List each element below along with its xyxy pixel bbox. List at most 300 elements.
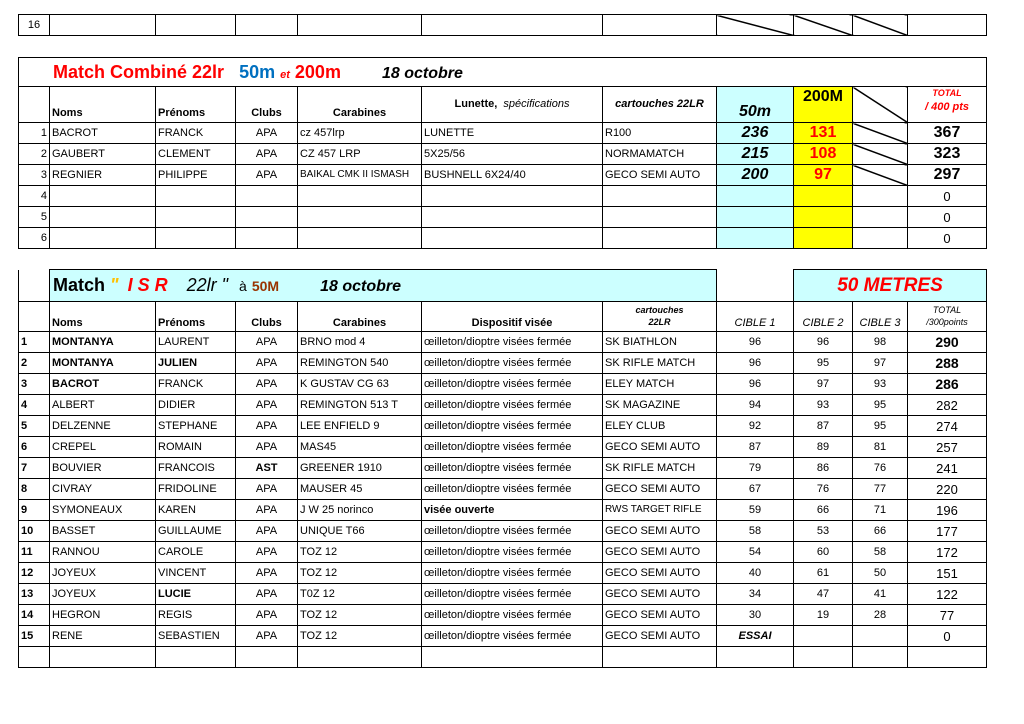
cell-cible2: 95 — [794, 353, 853, 374]
table-row — [19, 500, 987, 521]
cell-total: 196 — [908, 500, 987, 521]
cell-cible2: 89 — [794, 437, 853, 458]
isr-title-isr: I S R — [127, 275, 168, 295]
cell-club: APA — [236, 123, 298, 144]
cell-nom — [50, 186, 156, 207]
cell-score-200m: 131 — [794, 123, 853, 144]
row-number: 12 — [19, 563, 50, 584]
diagonal-cell — [853, 15, 908, 36]
table-row — [19, 207, 987, 228]
cell-total: 286 — [908, 374, 987, 395]
cell-cible1 — [717, 647, 794, 668]
cell-total: 297 — [908, 165, 987, 186]
cell-prenom: VINCENT — [156, 563, 236, 584]
cell-total: 323 — [908, 144, 987, 165]
isr-title-a: à — [239, 278, 247, 294]
row-number: 7 — [19, 458, 50, 479]
cell-cible2: 19 — [794, 605, 853, 626]
cell-dispositif: œilleton/dioptre visées fermée — [422, 626, 603, 647]
diagonal-cell — [794, 15, 853, 36]
cell-club: APA — [236, 374, 298, 395]
combine-body — [19, 123, 987, 249]
row-number: 13 — [19, 584, 50, 605]
table-row — [19, 395, 987, 416]
table-row — [19, 165, 987, 186]
cell-cible2: 97 — [794, 374, 853, 395]
cell-prenom: DIDIER — [156, 395, 236, 416]
row-number: 4 — [19, 186, 50, 207]
cell-score-50m — [717, 228, 794, 249]
header-prenoms: Prénoms — [156, 87, 236, 123]
cell-carabine: LEE ENFIELD 9 — [298, 416, 422, 437]
cell-carabine: TOZ 12 — [298, 563, 422, 584]
cell-dispositif: œilleton/dioptre visées fermée — [422, 458, 603, 479]
cell-club: APA — [236, 584, 298, 605]
cell-nom: MONTANYA — [50, 332, 156, 353]
row-number: 9 — [19, 500, 50, 521]
header-total-2: /300points — [926, 317, 968, 327]
isr-title-match: Match — [53, 275, 106, 295]
cell-cible3: 28 — [853, 605, 908, 626]
header-cartouches-2: 22LR — [648, 317, 671, 327]
row-number: 1 — [19, 332, 50, 353]
header-total-label: TOTAL — [932, 88, 962, 98]
cell-cible1: 30 — [717, 605, 794, 626]
cell-carabine — [298, 228, 422, 249]
row-number: 11 — [19, 542, 50, 563]
cell-carabine: T0Z 12 — [298, 584, 422, 605]
cell-prenom: GUILLAUME — [156, 521, 236, 542]
cell-cible1: 79 — [717, 458, 794, 479]
cell-cible2: 87 — [794, 416, 853, 437]
row-number: 5 — [19, 207, 50, 228]
cell-prenom — [156, 207, 236, 228]
diagonal-cell — [717, 15, 794, 36]
cell-club: APA — [236, 626, 298, 647]
cell-cible2 — [794, 647, 853, 668]
cell-cible3: 76 — [853, 458, 908, 479]
cell-cible1: 34 — [717, 584, 794, 605]
cell-cible3: 50 — [853, 563, 908, 584]
cell-cartouches: GECO SEMI AUTO — [603, 165, 717, 186]
cell-carabine: MAS45 — [298, 437, 422, 458]
cell-cible2: 86 — [794, 458, 853, 479]
cell-total: 172 — [908, 542, 987, 563]
header-carabines: Carabines — [298, 87, 422, 123]
combine-title-200m: 200m — [294, 61, 341, 82]
isr-table — [18, 269, 987, 668]
cell-dispositif: œilleton/dioptre visées fermée — [422, 542, 603, 563]
cell-total: 282 — [908, 395, 987, 416]
cell-cartouches — [603, 207, 717, 228]
table-row — [19, 437, 987, 458]
cell-cartouches: GECO SEMI AUTO — [603, 605, 717, 626]
cell-carabine: MAUSER 45 — [298, 479, 422, 500]
cell-carabine: TOZ 12 — [298, 626, 422, 647]
cell-cible3: 98 — [853, 332, 908, 353]
cell-lunette — [422, 186, 603, 207]
row-number: 6 — [19, 228, 50, 249]
cell-nom — [50, 647, 156, 668]
cell-total: 241 — [908, 458, 987, 479]
cell-total: 177 — [908, 521, 987, 542]
cell-nom: REGNIER — [50, 165, 156, 186]
header-total — [908, 87, 987, 123]
combine-title-main: Match Combiné 22lr — [53, 61, 225, 82]
cell-score-50m — [717, 207, 794, 228]
cell-nom: JOYEUX — [50, 584, 156, 605]
cell-cible3: 81 — [853, 437, 908, 458]
cell-carabine: REMINGTON 513 T — [298, 395, 422, 416]
cell-cible1: 54 — [717, 542, 794, 563]
empty-cell — [236, 15, 298, 36]
cell-club: AST — [236, 458, 298, 479]
header-noms: Noms — [50, 302, 156, 332]
isr-title-quote: " — [110, 275, 119, 295]
cell-carabine: J W 25 norinco — [298, 500, 422, 521]
row-number: 4 — [19, 395, 50, 416]
header-prenoms: Prénoms — [156, 302, 236, 332]
cell-nom: MONTANYA — [50, 353, 156, 374]
cell-total: 288 — [908, 353, 987, 374]
cell-dispositif: visée ouverte — [422, 500, 603, 521]
cell-club — [236, 228, 298, 249]
cell-cible3 — [853, 647, 908, 668]
cell-cible3: 97 — [853, 353, 908, 374]
cell-dispositif — [422, 647, 603, 668]
diagonal-cell — [853, 123, 908, 144]
table-row — [19, 479, 987, 500]
cell-total: 367 — [908, 123, 987, 144]
cell-cible1: 87 — [717, 437, 794, 458]
cell-carabine — [298, 647, 422, 668]
row-number: 5 — [19, 416, 50, 437]
cell-carabine — [298, 207, 422, 228]
cell-cible3: 58 — [853, 542, 908, 563]
cell-nom: ALBERT — [50, 395, 156, 416]
cell-cartouches: SK MAGAZINE — [603, 395, 717, 416]
cell-total: 151 — [908, 563, 987, 584]
combine-title — [19, 58, 987, 87]
table-row — [19, 542, 987, 563]
row-number: 1 — [19, 123, 50, 144]
cell-carabine: TOZ 12 — [298, 605, 422, 626]
cell-dispositif: œilleton/dioptre visées fermée — [422, 332, 603, 353]
cell-club: APA — [236, 521, 298, 542]
combine-title-et: et — [280, 68, 290, 81]
cell-carabine: REMINGTON 540 — [298, 353, 422, 374]
cell-carabine: BRNO mod 4 — [298, 332, 422, 353]
row-number: 16 — [19, 15, 50, 36]
cell-cible1: 94 — [717, 395, 794, 416]
cell-lunette — [422, 207, 603, 228]
cell-carabine: cz 457lrp — [298, 123, 422, 144]
cell-carabine: TOZ 12 — [298, 542, 422, 563]
cell-club — [236, 207, 298, 228]
cell-dispositif: œilleton/dioptre visées fermée — [422, 395, 603, 416]
row-number — [19, 647, 50, 668]
table-row — [19, 563, 987, 584]
diagonal-cell — [853, 165, 908, 186]
cell-prenom: FRANCK — [156, 123, 236, 144]
cell-cartouches: SK BIATHLON — [603, 332, 717, 353]
cell-prenom — [156, 186, 236, 207]
cell-total: 77 — [908, 605, 987, 626]
cell-prenom: CAROLE — [156, 542, 236, 563]
isr-body — [19, 332, 987, 668]
combine-title-date: 18 octobre — [381, 64, 463, 82]
cell-nom: BASSET — [50, 521, 156, 542]
cell-total: 0 — [908, 626, 987, 647]
cell-carabine: UNIQUE T66 — [298, 521, 422, 542]
header-carabines: Carabines — [298, 302, 422, 332]
cell-prenom: SEBASTIEN — [156, 626, 236, 647]
cell-cible2 — [794, 626, 853, 647]
cell-total: 220 — [908, 479, 987, 500]
cell-cartouches: GECO SEMI AUTO — [603, 563, 717, 584]
cell-prenom: FRIDOLINE — [156, 479, 236, 500]
cell-prenom: FRANCOIS — [156, 458, 236, 479]
cell-cible3: 66 — [853, 521, 908, 542]
cell-nom: RENE — [50, 626, 156, 647]
cell-cible1: 96 — [717, 332, 794, 353]
cell-carabine: BAIKAL CMK II ISMASH — [298, 165, 422, 186]
cell-club: APA — [236, 542, 298, 563]
cell-nom: BOUVIER — [50, 458, 156, 479]
cell-prenom: CLEMENT — [156, 144, 236, 165]
row-number: 15 — [19, 626, 50, 647]
cell-total: 0 — [908, 207, 987, 228]
cell-nom: CREPEL — [50, 437, 156, 458]
cell-prenom: LAURENT — [156, 332, 236, 353]
cell-cartouches — [603, 647, 717, 668]
cell-nom — [50, 228, 156, 249]
cell-dispositif: œilleton/dioptre visées fermée — [422, 521, 603, 542]
cell-dispositif: œilleton/dioptre visées fermée — [422, 584, 603, 605]
isr-title-metres: 50 METRES — [794, 270, 987, 302]
cell-cible2: 93 — [794, 395, 853, 416]
row-number: 3 — [19, 165, 50, 186]
cell-club: APA — [236, 437, 298, 458]
cell-nom: HEGRON — [50, 605, 156, 626]
cell-score-200m: 108 — [794, 144, 853, 165]
table-row — [19, 123, 987, 144]
header-noms: Noms — [50, 87, 156, 123]
cell-carabine: CZ 457 LRP — [298, 144, 422, 165]
diagonal-cell — [853, 207, 908, 228]
isr-title-date: 18 octobre — [320, 278, 402, 295]
table-row — [19, 605, 987, 626]
cell-cible3: 93 — [853, 374, 908, 395]
cell-lunette: 5X25/56 — [422, 144, 603, 165]
empty-cell — [422, 15, 603, 36]
table-row — [19, 374, 987, 395]
cell-cible1: 96 — [717, 374, 794, 395]
cell-nom: BACROT — [50, 374, 156, 395]
table-row — [19, 416, 987, 437]
cell-cartouches: SK RIFLE MATCH — [603, 353, 717, 374]
cell-nom: DELZENNE — [50, 416, 156, 437]
cell-cartouches: GECO SEMI AUTO — [603, 584, 717, 605]
cell-nom: RANNOU — [50, 542, 156, 563]
cell-total: 274 — [908, 416, 987, 437]
empty-cell — [156, 15, 236, 36]
empty-cell — [298, 15, 422, 36]
cell-club: APA — [236, 332, 298, 353]
table-row — [19, 626, 987, 647]
table-row — [19, 144, 987, 165]
cell-cible3: 71 — [853, 500, 908, 521]
cell-score-50m — [717, 186, 794, 207]
cell-club: APA — [236, 605, 298, 626]
cell-prenom: ROMAIN — [156, 437, 236, 458]
cell-nom — [50, 207, 156, 228]
row-number: 6 — [19, 437, 50, 458]
cell-lunette: BUSHNELL 6X24/40 — [422, 165, 603, 186]
cell-club: APA — [236, 500, 298, 521]
cell-carabine: K GUSTAV CG 63 — [298, 374, 422, 395]
cell-nom: SYMONEAUX — [50, 500, 156, 521]
cell-score-50m: 236 — [717, 123, 794, 144]
cell-cible1: ESSAI — [717, 626, 794, 647]
cell-cible2: 60 — [794, 542, 853, 563]
row-number: 2 — [19, 144, 50, 165]
header-clubs: Clubs — [236, 87, 298, 123]
cell-club: APA — [236, 144, 298, 165]
cell-cartouches: RWS TARGET RIFLE — [603, 500, 717, 521]
cell-score-200m: 97 — [794, 165, 853, 186]
header-empty — [19, 302, 50, 332]
cell-total: 290 — [908, 332, 987, 353]
cell-cartouches: GECO SEMI AUTO — [603, 626, 717, 647]
cell-club: APA — [236, 165, 298, 186]
cell-cible2: 96 — [794, 332, 853, 353]
cell-nom: JOYEUX — [50, 563, 156, 584]
cell-cible3: 77 — [853, 479, 908, 500]
cell-club — [236, 647, 298, 668]
empty-cell — [603, 15, 717, 36]
cell-prenom: LUCIE — [156, 584, 236, 605]
cell-nom: BACROT — [50, 123, 156, 144]
cell-dispositif: œilleton/dioptre visées fermée — [422, 605, 603, 626]
row-number: 10 — [19, 521, 50, 542]
header-empty — [19, 87, 50, 123]
cell-cartouches — [603, 186, 717, 207]
cell-club: APA — [236, 395, 298, 416]
cell-prenom — [156, 228, 236, 249]
cell-dispositif: œilleton/dioptre visées fermée — [422, 353, 603, 374]
table-row — [19, 228, 987, 249]
table-row — [19, 584, 987, 605]
header-cartouches-1: cartouches — [635, 305, 684, 315]
cell-total: 0 — [908, 228, 987, 249]
header-dispositif: Dispositif visée — [422, 302, 603, 332]
table-row — [19, 332, 987, 353]
cell-prenom — [156, 647, 236, 668]
isr-title — [50, 270, 717, 302]
cell-cible1: 58 — [717, 521, 794, 542]
top-row-table — [18, 14, 987, 36]
cell-cartouches — [603, 228, 717, 249]
cell-cartouches: GECO SEMI AUTO — [603, 479, 717, 500]
cell-prenom: FRANCK — [156, 374, 236, 395]
isr-title-empty — [19, 270, 50, 302]
header-clubs: Clubs — [236, 302, 298, 332]
header-total — [908, 302, 987, 332]
cell-nom: CIVRAY — [50, 479, 156, 500]
cell-cible2: 47 — [794, 584, 853, 605]
header-lunette — [422, 87, 603, 123]
cell-cartouches: GECO SEMI AUTO — [603, 521, 717, 542]
isr-title-gap — [717, 270, 794, 302]
diagonal-cell — [853, 144, 908, 165]
table-row — [19, 186, 987, 207]
header-50m: 50m — [717, 87, 794, 123]
row-number: 8 — [19, 479, 50, 500]
cell-cible1: 59 — [717, 500, 794, 521]
cell-cartouches: ELEY CLUB — [603, 416, 717, 437]
cell-score-200m — [794, 228, 853, 249]
cell-dispositif: œilleton/dioptre visées fermée — [422, 416, 603, 437]
empty-cell — [908, 15, 987, 36]
cell-cible3: 95 — [853, 395, 908, 416]
cell-score-50m: 200 — [717, 165, 794, 186]
row-number: 14 — [19, 605, 50, 626]
isr-title-22lr: 22lr " — [186, 275, 229, 295]
table-row — [19, 521, 987, 542]
table-row — [19, 458, 987, 479]
cell-prenom: KAREN — [156, 500, 236, 521]
combine-table — [18, 57, 987, 249]
cell-cible2: 61 — [794, 563, 853, 584]
header-cible1: CIBLE 1 — [717, 302, 794, 332]
cell-dispositif: œilleton/dioptre visées fermée — [422, 437, 603, 458]
cell-club: APA — [236, 353, 298, 374]
cell-dispositif: œilleton/dioptre visées fermée — [422, 374, 603, 395]
cell-cible1: 40 — [717, 563, 794, 584]
cell-lunette — [422, 228, 603, 249]
empty-cell — [50, 15, 156, 36]
cell-dispositif: œilleton/dioptre visées fermée — [422, 563, 603, 584]
cell-cartouches: R100 — [603, 123, 717, 144]
cell-total — [908, 647, 987, 668]
row-number: 3 — [19, 374, 50, 395]
header-cible2: CIBLE 2 — [794, 302, 853, 332]
cell-score-200m — [794, 186, 853, 207]
cell-dispositif: œilleton/dioptre visées fermée — [422, 479, 603, 500]
cell-cible3: 95 — [853, 416, 908, 437]
cell-cible3: 41 — [853, 584, 908, 605]
cell-prenom: PHILIPPE — [156, 165, 236, 186]
cell-prenom: REGIS — [156, 605, 236, 626]
cell-club: APA — [236, 416, 298, 437]
diagonal-cell — [853, 87, 908, 123]
header-specs-label: spécifications — [503, 98, 570, 110]
cell-club: APA — [236, 563, 298, 584]
cell-cible2: 53 — [794, 521, 853, 542]
cell-cartouches: GECO SEMI AUTO — [603, 437, 717, 458]
header-total-1: TOTAL — [932, 305, 962, 315]
row-number: 2 — [19, 353, 50, 374]
cell-cible2: 66 — [794, 500, 853, 521]
header-200m: 200M — [794, 87, 853, 123]
table-row — [19, 353, 987, 374]
cell-carabine: GREENER 1910 — [298, 458, 422, 479]
cell-nom: GAUBERT — [50, 144, 156, 165]
cell-cartouches: SK RIFLE MATCH — [603, 458, 717, 479]
cell-carabine — [298, 186, 422, 207]
cell-score-200m — [794, 207, 853, 228]
